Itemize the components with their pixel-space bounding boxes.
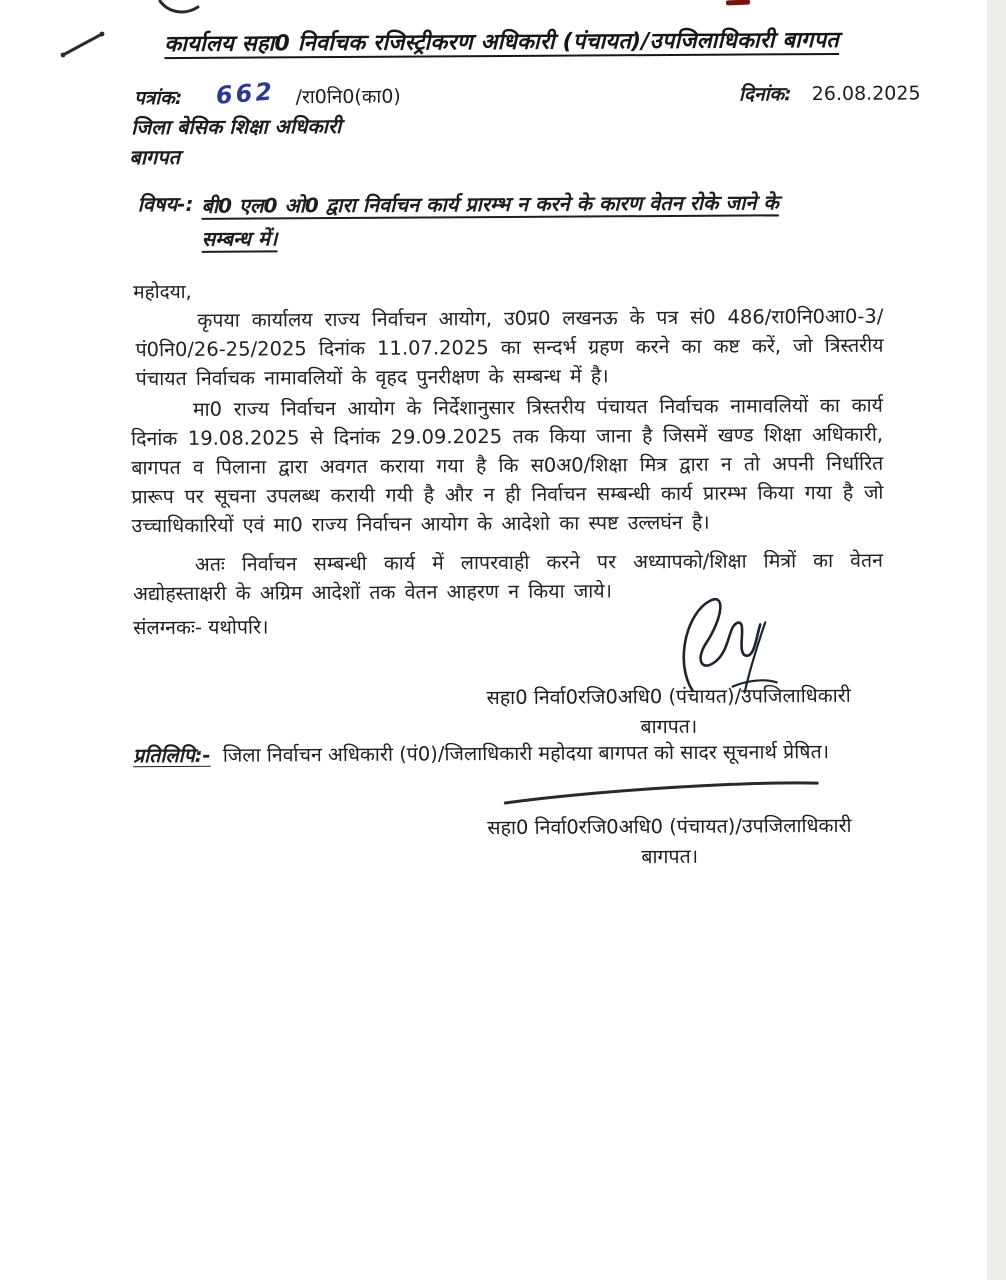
paragraph-1: कृपया कार्यालय राज्य निर्वाचन आयोग, उ0प्र0 लखनऊ के पत्र सं0 486/रा0नि0आ0-3/पं0नि0/26-25/2025 दिनांक 11.07.2025 का सन्दर्भ ग्रहण करने का कष्ट करें, जो त्रिस्तरीय पंचायत निर्वाचक नामावलियों के वृहद पुनरीक्षण के सम्बन्ध में है।: [135, 304, 884, 391]
signatory-designation-1: सहा0 निर्वा0रजि0अधि0 (पंचायत)/उपजिलाधिकारी: [486, 683, 851, 710]
subject-label: विषय-:: [137, 191, 194, 217]
scan-edge-band: [987, 0, 1006, 1280]
date-line: [739, 79, 921, 106]
salutation: महोदया,: [133, 280, 192, 304]
paragraph-3: अतः निर्वाचन सम्बन्धी कार्य में लापरवाही करने पर अध्यापको/शिक्षा मित्रों का वेतन अद्योहस्ताक्षरी के अग्रिम आदेशों तक वेतन आहरण न किया जाये।: [132, 548, 883, 606]
signatory-place-1: बागपत।: [640, 714, 698, 739]
handwritten-letter-number: 662: [215, 77, 277, 110]
enclosure-line: संलग्नकः- यथोपरि।: [133, 615, 269, 640]
copy-text: जिला निर्वाचन अधिकारी (पं0)/जिलाधिकारी महोदया बागपत को सादर सूचनार्थ प्रेषित।: [222, 740, 830, 767]
copy-label: प्रतिलिपि:-: [132, 743, 211, 768]
ref-suffix: /रा0नि0(का0): [295, 85, 401, 109]
date-label: दिनांक:: [738, 83, 792, 106]
copy-forwarding-line: [133, 737, 903, 769]
reference-number-line: [133, 77, 401, 111]
signatory-designation-2: सहा0 निर्वा0रजि0अधि0 (पंचायत)/उपजिलाधिकारी: [487, 813, 852, 840]
signature-pen-stroke: [501, 778, 825, 810]
signature-ink-scribble: [670, 594, 791, 703]
addressee-line-1: जिला बेसिक शिक्षा अधिकारी: [131, 113, 342, 140]
signature-block-1: [481, 681, 857, 743]
paragraph-2: मा0 राज्य निर्वाचन आयोग के निर्देशानुसार त्रिस्तरीय पंचायत निर्वाचक नामावलियों का कार्य दिनांक 19.08.2025 से दिनांक 29.09.2025 तक किया जाना है जिसमें खण्ड शिक्षा अधिकारी, बागपत व पिलाना द्वारा अवगत कराया गया है कि स0अ0/शिक्षा मित्र द्वारा न तो अपनी निर्धारित प्रारूप पर सूचना उपलब्ध करायी गयी है और न ही निर्वाचन सम्बन्धी कार्य प्रारम्भ किया गया है जो उच्चाधिकारियों एवं मा0 राज्य निर्वाचन आयोग के आदेशो का स्पष्ट उल्लघंन है।: [131, 393, 884, 538]
signatory-place-2: बागपत।: [641, 844, 699, 869]
subject-line: [138, 186, 827, 256]
subject-text: बी0 एल0 ओ0 द्वारा निर्वाचन कार्य प्रारम्भ न करने के कारण वेतन रोके जाने के सम्बन्ध में।: [201, 190, 779, 251]
date-value: 26.08.2025: [811, 82, 921, 106]
signature-block-2: [481, 811, 857, 873]
ref-label: पत्रांक:: [133, 86, 183, 110]
red-corner-mark: [726, 0, 750, 5]
addressee-line-2: बागपत: [129, 144, 181, 170]
letterhead-title: कार्यालय सहा0 निर्वाचक रजिस्ट्रीकरण अधिकारी (पंचायत)/उपजिलाधिकारी बागपत: [164, 27, 840, 58]
